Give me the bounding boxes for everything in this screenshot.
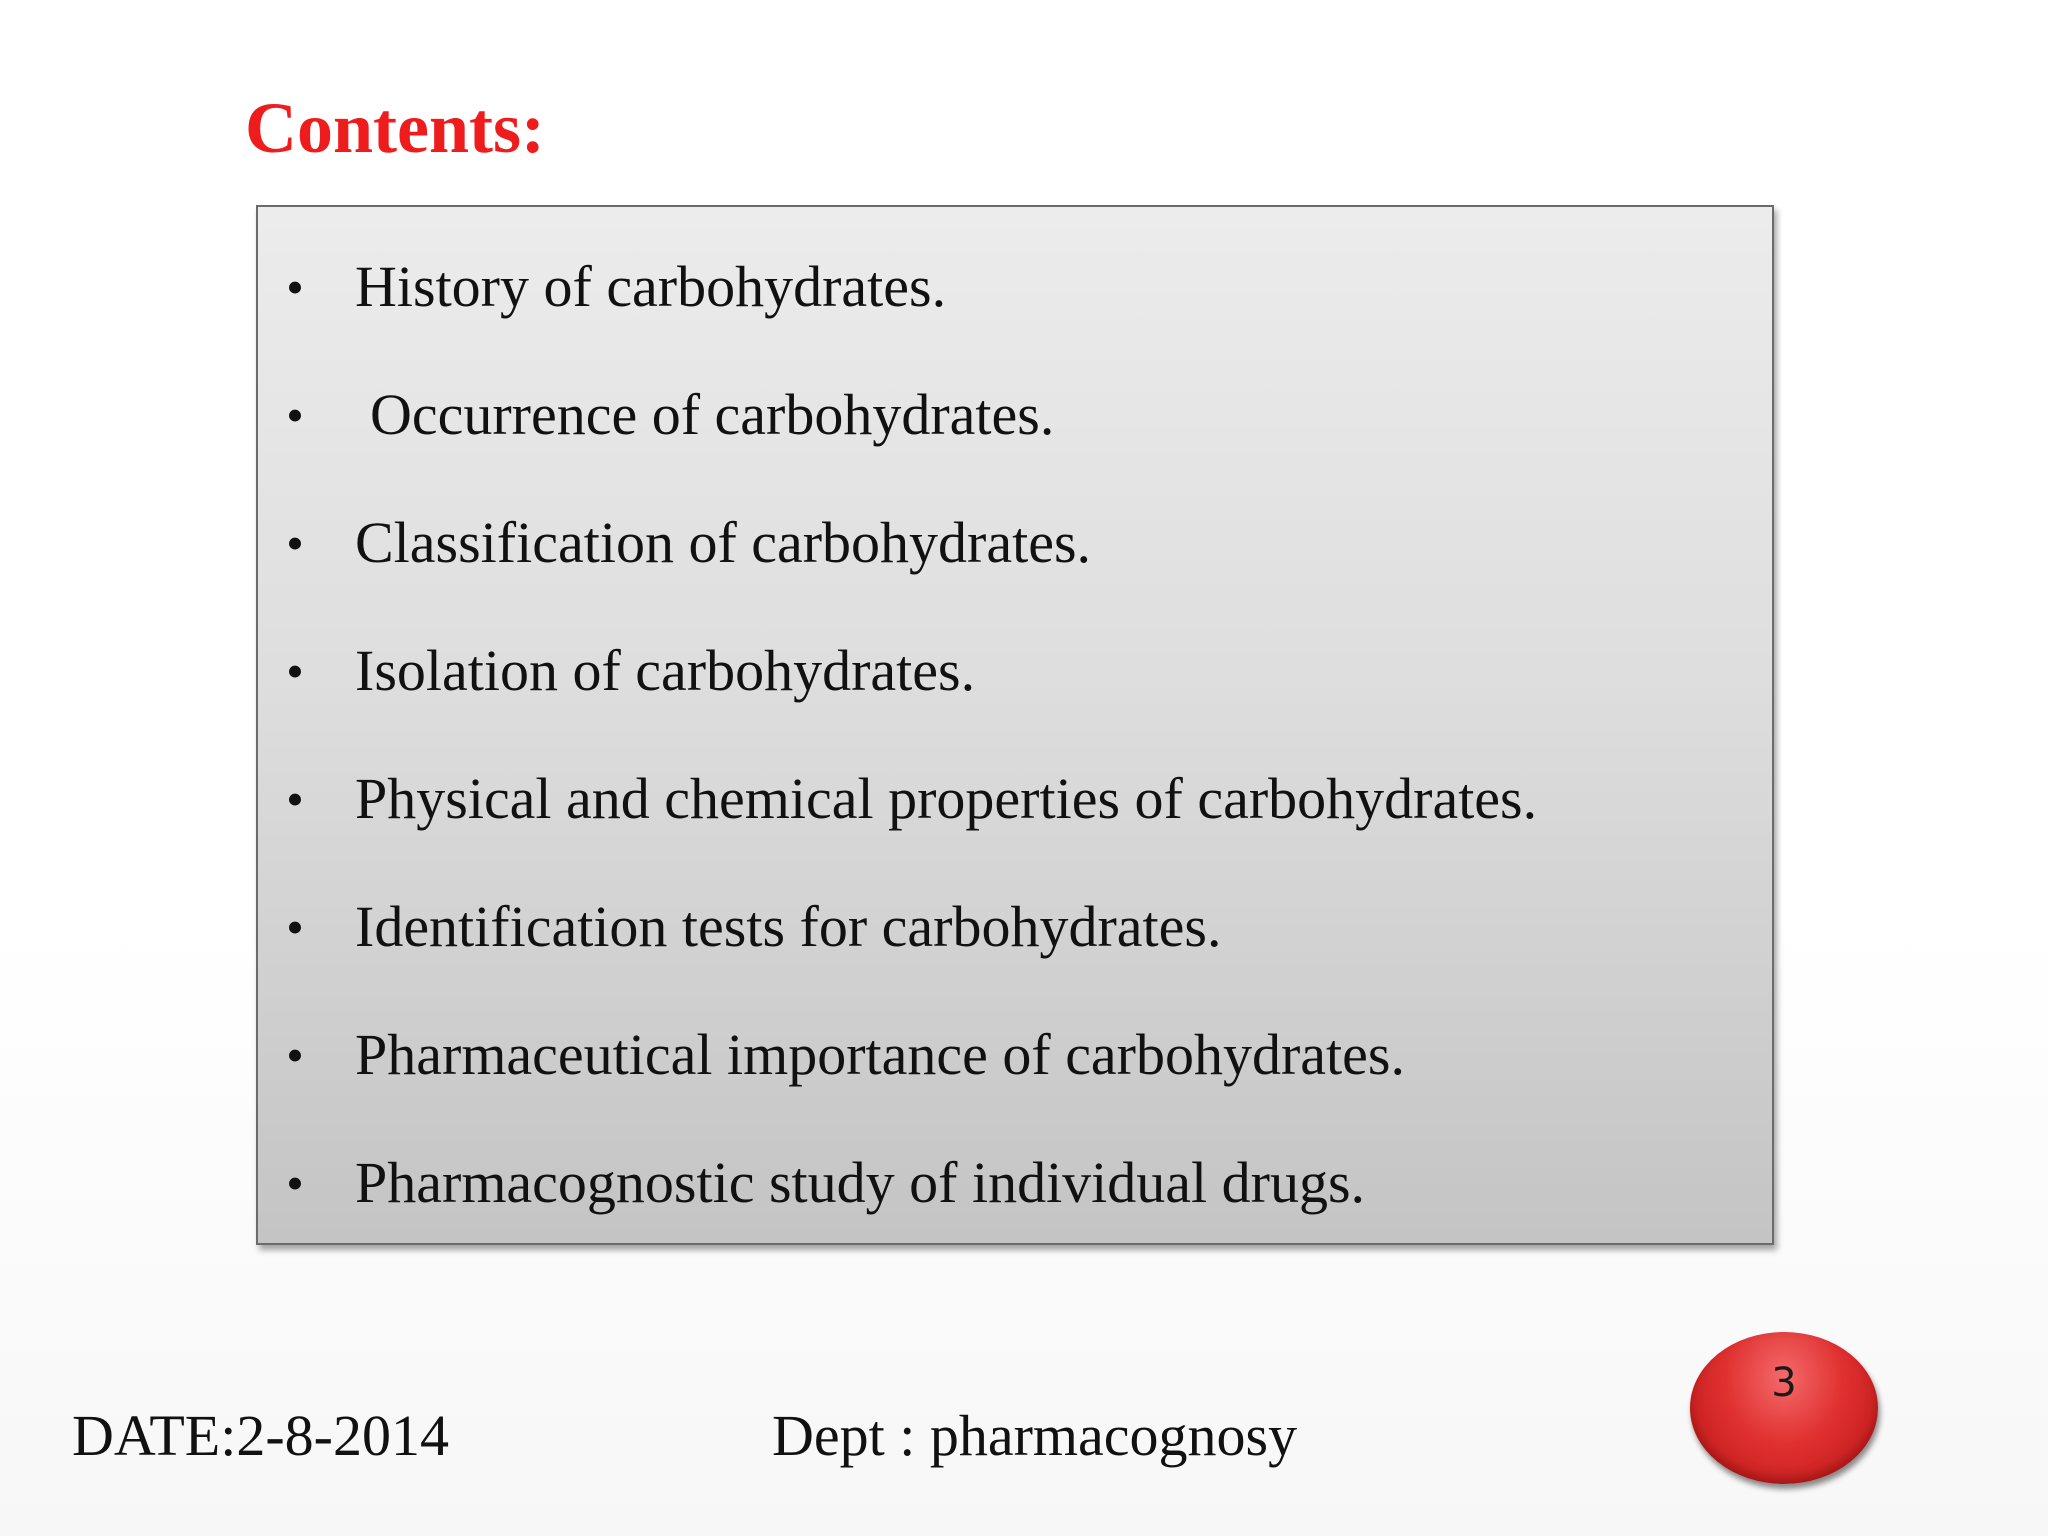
bullet-icon: • (286, 259, 304, 315)
footer-dept: Dept : pharmacognosy (772, 1403, 1298, 1468)
list-item (258, 631, 1772, 759)
list-item-text: Pharmaceutical importance of carbohydrates. (355, 1022, 1405, 1087)
bullet-icon: • (286, 515, 304, 571)
list-item-text: Identification tests for carbohydrates. (355, 894, 1222, 959)
list-item-text: History of carbohydrates. (355, 254, 947, 319)
list-item (258, 1143, 1772, 1271)
list-item (258, 247, 1772, 375)
page-number-badge (1690, 1332, 1878, 1484)
list-item (258, 887, 1772, 1015)
list-item-text: Isolation of carbohydrates. (355, 638, 976, 703)
contents-list (258, 247, 1772, 1271)
list-item-text: Occurrence of carbohydrates. (370, 382, 1055, 447)
bullet-icon: • (286, 1027, 304, 1083)
bullet-icon: • (286, 899, 304, 955)
list-item-text: Pharmacognostic study of individual drugs. (355, 1150, 1366, 1215)
bullet-icon: • (286, 387, 304, 443)
list-item (258, 375, 1772, 503)
list-item (258, 1015, 1772, 1143)
bullet-icon: • (286, 1155, 304, 1211)
list-item-text: Classification of carbohydrates. (355, 510, 1092, 575)
slide-title: Contents: (245, 88, 545, 168)
footer-date: DATE:2-8-2014 (72, 1403, 449, 1468)
list-item (258, 503, 1772, 631)
list-item-text: Physical and chemical properties of carbohydrates. (355, 766, 1538, 831)
page-number: 3 (1771, 1360, 1797, 1406)
bullet-icon: • (286, 771, 304, 827)
contents-box (256, 205, 1774, 1245)
bullet-icon: • (286, 643, 304, 699)
list-item (258, 759, 1772, 887)
